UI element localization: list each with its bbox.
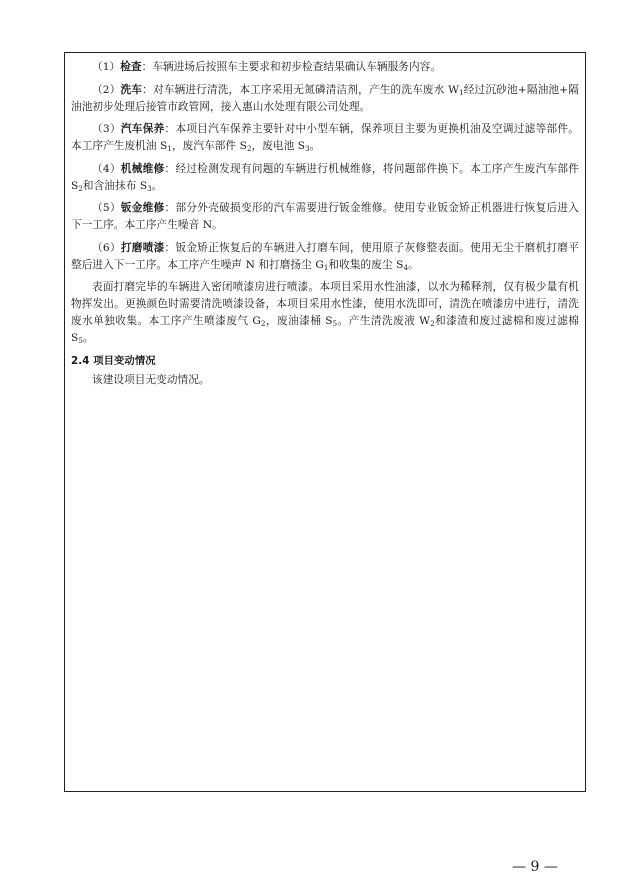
item-separator: ：: [164, 241, 176, 254]
paragraph-text: 和漆渣和废过滤棉和废过滤棉 S: [71, 315, 579, 344]
item-separator: ：: [142, 83, 153, 96]
paragraph-inspection: [71, 59, 579, 76]
item-text: 对车辆进行清洗，本工序采用无氮磷清洁剂，产生的洗车废水 W: [152, 83, 460, 96]
subscript: 5: [332, 320, 338, 328]
subscript: 2: [260, 320, 266, 328]
subscript: 2: [430, 320, 435, 328]
item-separator: ：: [141, 61, 153, 73]
subscript: 2: [246, 145, 252, 153]
paragraph-maintenance: [71, 121, 579, 155]
item-number: （3）: [92, 123, 121, 135]
item-text: 经过沉砂池+隔油池+隔油池初步处理后接管市政管网，接入惠山水处理有限公司处理。: [71, 83, 580, 113]
item-text: ，废电池 S: [251, 140, 306, 152]
subscript: 4: [403, 263, 409, 272]
page-number: — 9 —: [512, 859, 558, 875]
item-heading: 打磨喷漆: [120, 241, 165, 254]
paragraph-sheet-metal: [71, 200, 579, 234]
paragraph-text: 。: [82, 332, 94, 344]
item-text: 本项目汽车保养主要针对中小型车辆，保养项目主要为更换机油及空调过滤等部件。本工序产生废机油 S: [71, 123, 579, 152]
item-text: 车辆进场后按照车主要求和初步检查结果确认车辆服务内容。: [152, 61, 442, 73]
item-number: （1）: [92, 61, 121, 73]
item-text: 。: [408, 258, 419, 271]
subscript: 1: [459, 88, 464, 97]
paragraph-text: 表面打磨完毕的车辆进入密闭喷漆房进行喷漆。本项目采用水性油漆，以水为稀释剂，仅有极少量有机物挥发出。更换颜色时需要清洗喷漆设备，本项目采用水性漆，使用水洗即可，清洗在喷漆房中进行，清洗废水单独收集。本工序产生喷漆废气 G: [71, 281, 579, 327]
item-text: 部分外壳破损变形的汽车需要进行钣金维修。使用专业钣金矫正机器进行恢复后进入下一工序。本工序产生噪音 N。: [71, 202, 579, 231]
subscript: 1: [323, 263, 329, 272]
item-heading: 汽车保养: [120, 123, 165, 135]
item-number: （4）: [92, 162, 121, 175]
item-heading: 钣金维修: [120, 202, 165, 214]
subscript: 3: [305, 145, 310, 153]
item-separator: ：: [164, 202, 176, 214]
section-body: 该建设项目无变动情况。: [92, 374, 210, 386]
paragraph-car-wash: [71, 82, 579, 116]
subscript: 2: [78, 184, 83, 193]
paragraph-text: 。产生清洗废液 W: [337, 315, 431, 327]
item-heading: 机械维修: [120, 162, 165, 175]
item-number: （2）: [92, 83, 121, 96]
item-text: ，废汽车部件 S: [171, 140, 247, 152]
item-text: 和收集的废尘 S: [328, 258, 404, 271]
item-number: （5）: [92, 202, 121, 214]
paragraph-text: ，废油漆桶 S: [265, 315, 333, 327]
paragraph-mechanical-repair: [71, 161, 579, 195]
paragraph-spray-booth: [71, 279, 579, 347]
item-separator: ：: [164, 162, 176, 175]
item-number: （6）: [92, 241, 121, 254]
subscript: 3: [147, 184, 152, 193]
item-text: 钣金矫正恢复后的车辆进入打磨车间，使用原子灰修整表面。使用无尘干磨机打磨平整后进入下一工序。本工序产生噪声 N 和打磨扬尘 G: [71, 241, 579, 271]
item-heading: 洗车: [120, 83, 143, 96]
item-separator: ：: [164, 123, 176, 135]
item-heading: 检查: [120, 61, 142, 73]
document-frame: [64, 52, 586, 792]
item-text: 经过检测发现有问题的车辆进行机械维修，将问题部件换下。本工序产生废汽车部件 S: [71, 162, 579, 192]
paragraph-sanding-painting: [71, 240, 579, 274]
subscript: 1: [167, 145, 172, 153]
item-text: 。: [151, 179, 163, 192]
subscript: 5: [78, 337, 83, 345]
section-heading: 2.4 项目变动情况: [71, 355, 156, 367]
item-text: 。: [309, 140, 321, 152]
document-content: [71, 59, 579, 395]
item-text: 和含油抹布 S: [82, 179, 148, 192]
